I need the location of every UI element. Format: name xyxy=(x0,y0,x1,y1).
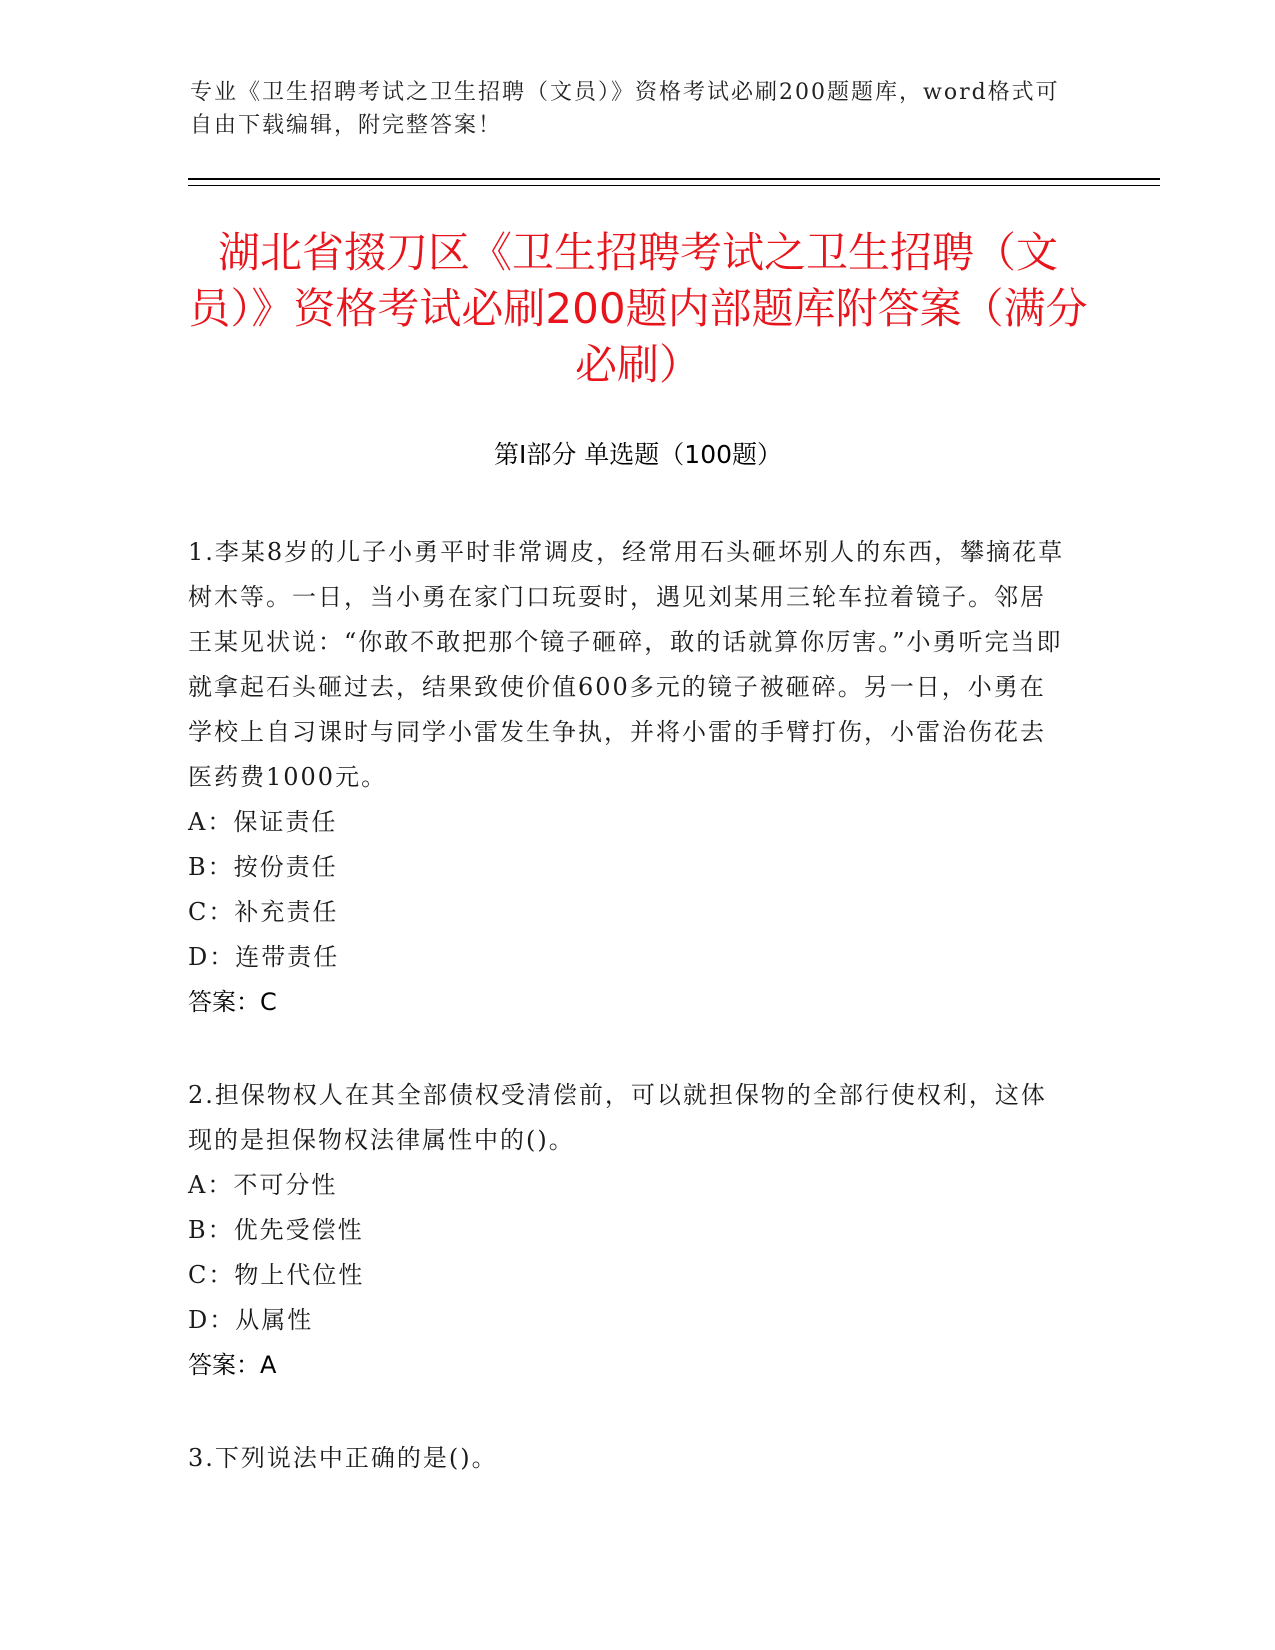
option-c: C：补充责任 xyxy=(188,898,339,926)
question-stem: 1.李某8岁的儿子小勇平时非常调皮，经常用石头砸坏别人的东西，攀摘花草树木等。一日，当小勇在家门口玩耍时，遇见刘某用三轮车拉着镜子。邻居王某见状说：“你敢不敢把那个镜子砸碎，敢的话就算你厉害。”小勇听完当即就拿起石头砸过去，结果致使价值600多元的镜子被砸碎。另一日，小勇在学校上自习课时与同学小雷发生争执，并将小雷的手臂打伤，小雷治伤花去医药费1000元。 xyxy=(188,538,1065,791)
option-c: C：物上代位性 xyxy=(188,1261,365,1289)
option-d: D：连带责任 xyxy=(188,943,340,971)
header-divider-thin xyxy=(188,185,1160,186)
question-3 xyxy=(188,1436,1068,1481)
answer-line: 答案：A xyxy=(188,1351,277,1379)
option-b: B：按份责任 xyxy=(188,853,338,881)
option-list xyxy=(188,800,1068,980)
option-a: A：保证责任 xyxy=(188,808,338,836)
section-title: 第Ⅰ部分 单选题（100题） xyxy=(493,440,783,469)
answer-line: 答案：C xyxy=(188,988,277,1016)
question-list xyxy=(188,530,1068,1529)
document-title: 湖北省掇刀区《卫生招聘考试之卫生招聘（文员）》资格考试必刷200题内部题库附答案（满分必刷） xyxy=(188,228,1088,389)
question-2 xyxy=(188,1073,1068,1388)
option-list xyxy=(188,1163,1068,1343)
question-stem: 3.下列说法中正确的是()。 xyxy=(188,1444,498,1472)
option-b: B：优先受偿性 xyxy=(188,1216,364,1244)
option-d: D：从属性 xyxy=(188,1306,314,1334)
question-1 xyxy=(188,530,1068,1025)
header-note: 专业《卫生招聘考试之卫生招聘（文员）》资格考试必刷200题题库，word格式可自由下载编辑，附完整答案！ xyxy=(190,80,1060,138)
header-divider-thick xyxy=(188,178,1160,180)
option-a: A：不可分性 xyxy=(188,1171,338,1199)
question-stem: 2.担保物权人在其全部债权受清偿前，可以就担保物的全部行使权利，这体现的是担保物权法律属性中的()。 xyxy=(188,1081,1047,1154)
